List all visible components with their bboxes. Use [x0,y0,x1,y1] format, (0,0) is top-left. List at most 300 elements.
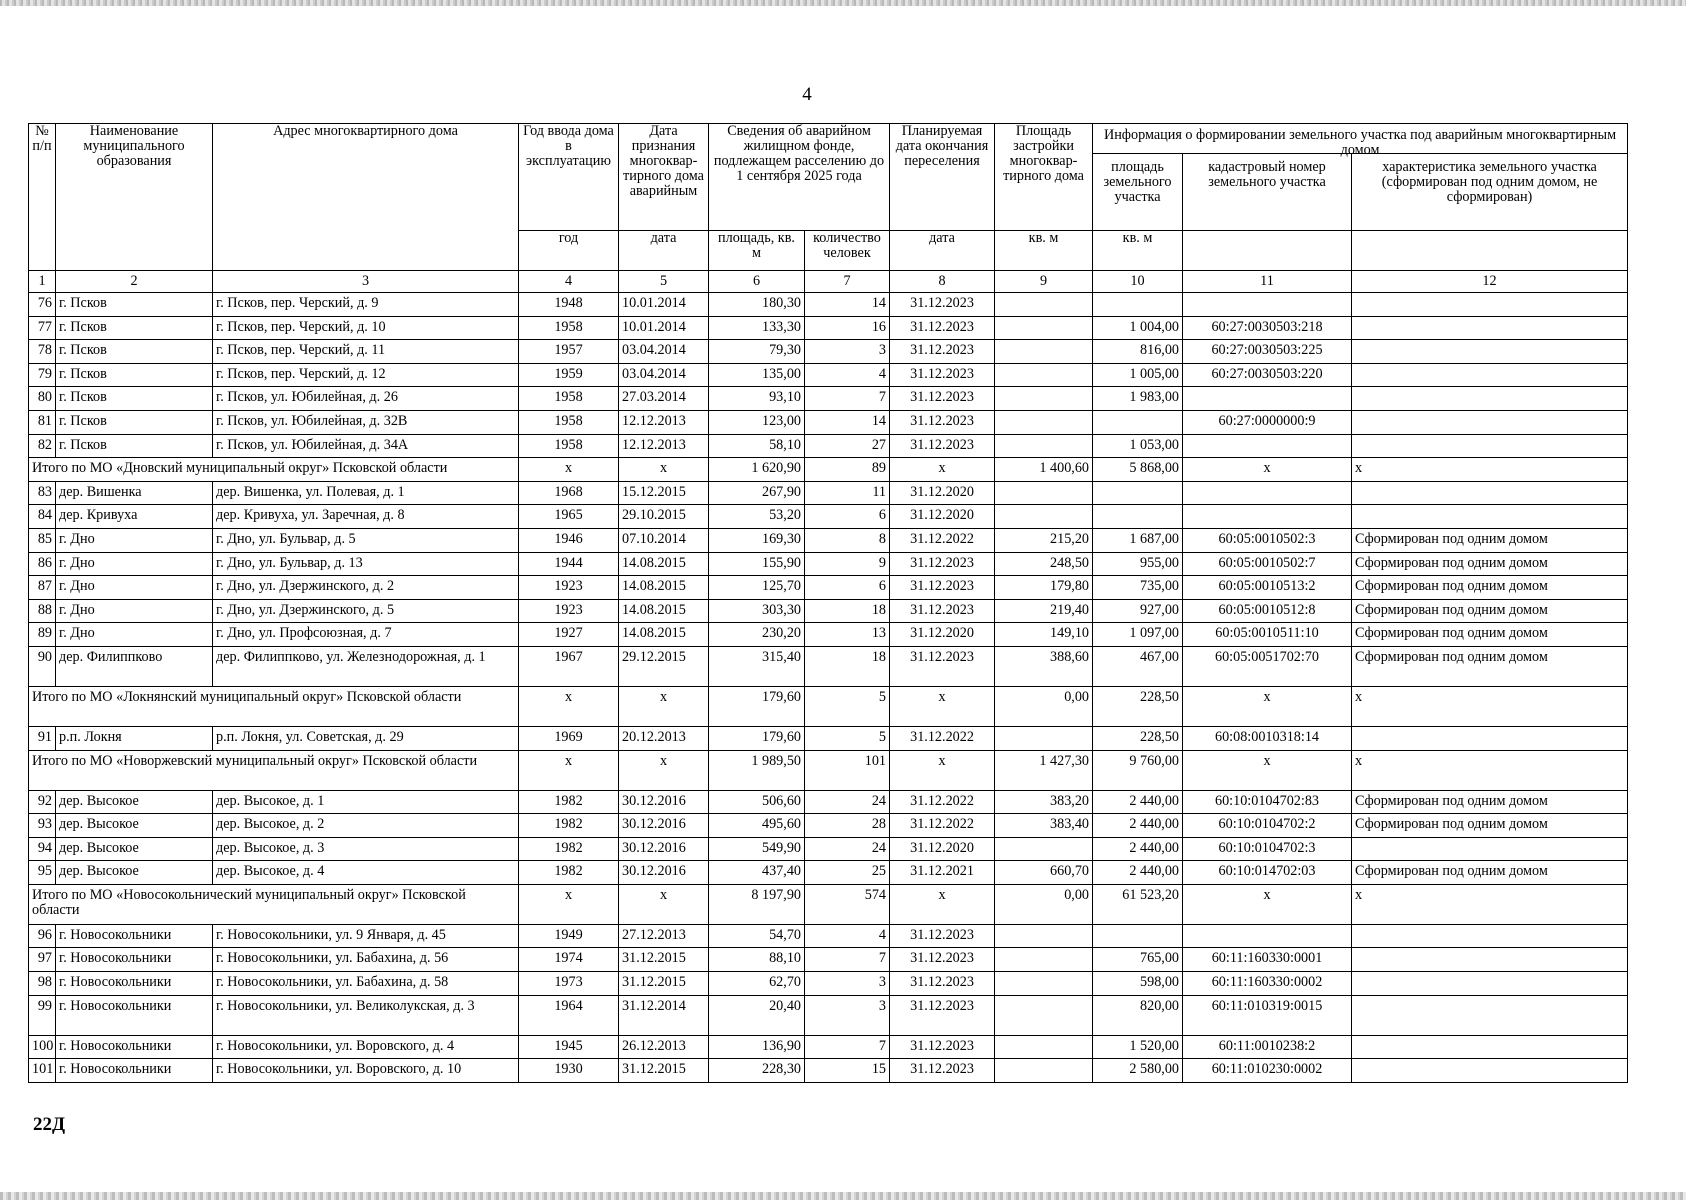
planned-date-cell: x [890,686,995,726]
people-cell: 15 [805,1059,890,1083]
table-row [29,861,1628,885]
land-char-cell: Сформирован под одним домом [1352,646,1628,686]
unit-sqm: кв. м [995,231,1093,271]
row-number: 76 [29,293,56,317]
land-char-cell: Сформирован под одним домом [1352,861,1628,885]
planned-date-cell: 31.12.2023 [890,552,995,576]
recognition-date-cell: 29.12.2015 [619,646,709,686]
table-row [29,363,1628,387]
year-cell: 1982 [519,861,619,885]
cadastral-cell: 60:27:0030503:220 [1183,363,1352,387]
planned-date-cell: 31.12.2022 [890,790,995,814]
footer-code: 22Д [33,1114,66,1135]
table-row [29,995,1628,1035]
planned-date-cell: 31.12.2023 [890,340,995,364]
row-number: 95 [29,861,56,885]
row-number: 93 [29,814,56,838]
people-cell: 5 [805,686,890,726]
table-row [29,1035,1628,1059]
planned-date-cell: 31.12.2023 [890,293,995,317]
col-number: 9 [995,271,1093,293]
table-row [29,410,1628,434]
cadastral-cell [1183,387,1352,411]
cadastral-cell: x [1183,750,1352,790]
build-area-cell [995,340,1093,364]
year-cell: 1923 [519,576,619,600]
planned-date-cell: 31.12.2023 [890,646,995,686]
subtotal-row [29,458,1628,482]
cadastral-cell: 60:10:0104702:2 [1183,814,1352,838]
land-char-cell: x [1352,884,1628,924]
people-cell: 14 [805,293,890,317]
people-cell: 5 [805,726,890,750]
land-area-cell: 61 523,20 [1093,884,1183,924]
area-cell: 123,00 [709,410,805,434]
land-area-cell: 467,00 [1093,646,1183,686]
land-area-cell: 2 440,00 [1093,814,1183,838]
cadastral-cell: 60:27:0030503:218 [1183,316,1352,340]
area-cell: 315,40 [709,646,805,686]
row-number: 86 [29,552,56,576]
year-cell: 1969 [519,726,619,750]
col-number: 6 [709,271,805,293]
land-char-cell: Сформирован под одним домом [1352,814,1628,838]
people-cell: 3 [805,995,890,1035]
area-cell: 93,10 [709,387,805,411]
planned-date-cell: 31.12.2023 [890,1059,995,1083]
municipality-cell: дер. Высокое [56,861,213,885]
land-char-cell: x [1352,750,1628,790]
cadastral-cell [1183,505,1352,529]
build-area-cell [995,924,1093,948]
recognition-date-cell: 26.12.2013 [619,1035,709,1059]
build-area-cell [995,837,1093,861]
header-build-area: Площадь застройки многоквар-тирного дома [995,124,1093,231]
land-area-cell: 1 687,00 [1093,528,1183,552]
table-row [29,505,1628,529]
people-cell: 25 [805,861,890,885]
address-cell: г. Псков, ул. Юбилейная, д. 26 [213,387,519,411]
area-cell: 125,70 [709,576,805,600]
area-cell: 20,40 [709,995,805,1035]
area-cell: 180,30 [709,293,805,317]
row-number: 83 [29,481,56,505]
emergency-housing-table [28,123,1628,1083]
municipality-cell: г. Дно [56,528,213,552]
planned-date-cell: 31.12.2023 [890,316,995,340]
table-row [29,481,1628,505]
build-area-cell [995,948,1093,972]
build-area-cell [995,410,1093,434]
row-number: 87 [29,576,56,600]
recognition-date-cell: 31.12.2014 [619,995,709,1035]
cadastral-cell: 60:11:010230:0002 [1183,1059,1352,1083]
build-area-cell: 1 400,60 [995,458,1093,482]
column-number-row [29,271,1628,293]
land-char-cell [1352,293,1628,317]
table-row [29,599,1628,623]
recognition-date-cell: 30.12.2016 [619,861,709,885]
municipality-cell: дер. Филиппково [56,646,213,686]
unit-sqm-2: кв. м [1093,231,1183,271]
municipality-cell: г. Дно [56,623,213,647]
cadastral-cell: x [1183,884,1352,924]
municipality-cell: г. Псков [56,316,213,340]
municipality-cell: г. Новосокольники [56,1059,213,1083]
planned-date-cell: 31.12.2023 [890,363,995,387]
planned-date-cell: 31.12.2023 [890,599,995,623]
planned-date-cell: 31.12.2020 [890,481,995,505]
year-cell: 1974 [519,948,619,972]
address-cell: г. Дно, ул. Бульвар, д. 13 [213,552,519,576]
recognition-date-cell: 14.08.2015 [619,576,709,600]
planned-date-cell: 31.12.2022 [890,726,995,750]
area-cell: 179,60 [709,686,805,726]
municipality-cell: г. Новосокольники [56,1035,213,1059]
cadastral-cell: 60:05:0010511:10 [1183,623,1352,647]
municipality-cell: дер. Высокое [56,814,213,838]
table-row [29,814,1628,838]
address-cell: г. Новосокольники, ул. 9 Января, д. 45 [213,924,519,948]
year-cell: 1965 [519,505,619,529]
land-area-cell: 2 440,00 [1093,837,1183,861]
municipality-cell: г. Новосокольники [56,995,213,1035]
people-cell: 14 [805,410,890,434]
address-cell: г. Дно, ул. Дзержинского, д. 5 [213,599,519,623]
cadastral-cell: 60:10:0104702:3 [1183,837,1352,861]
cadastral-cell [1183,481,1352,505]
address-cell: г. Псков, пер. Черский, д. 10 [213,316,519,340]
year-cell: 1948 [519,293,619,317]
land-char-cell: Сформирован под одним домом [1352,552,1628,576]
cadastral-cell: 60:11:160330:0001 [1183,948,1352,972]
address-cell: дер. Филиппково, ул. Железнодорожная, д. 1 [213,646,519,686]
cadastral-cell [1183,293,1352,317]
area-cell: 136,90 [709,1035,805,1059]
planned-date-cell: 31.12.2022 [890,528,995,552]
year-cell: 1982 [519,790,619,814]
table-header [29,124,1628,293]
land-area-cell [1093,505,1183,529]
area-cell: 135,00 [709,363,805,387]
land-char-cell: Сформирован под одним домом [1352,623,1628,647]
municipality-cell: г. Новосокольники [56,972,213,996]
row-number: 98 [29,972,56,996]
year-cell: 1923 [519,599,619,623]
people-cell: 11 [805,481,890,505]
recognition-date-cell: x [619,750,709,790]
row-number: 78 [29,340,56,364]
year-cell: x [519,458,619,482]
year-cell: 1958 [519,410,619,434]
row-number: 89 [29,623,56,647]
area-cell: 79,30 [709,340,805,364]
header-planned-end: Планируемая дата окончания переселения [890,124,995,231]
land-area-cell: 9 760,00 [1093,750,1183,790]
cadastral-cell: 60:11:0010238:2 [1183,1035,1352,1059]
table-row [29,837,1628,861]
year-cell: 1927 [519,623,619,647]
land-area-cell: 927,00 [1093,599,1183,623]
municipality-cell: дер. Вишенка [56,481,213,505]
col-number: 10 [1093,271,1183,293]
recognition-date-cell: 30.12.2016 [619,814,709,838]
build-area-cell: 1 427,30 [995,750,1093,790]
recognition-date-cell: 12.12.2013 [619,434,709,458]
unit-empty-char [1352,231,1628,271]
table-row [29,434,1628,458]
subtotal-label: Итого по МО «Дновский муниципальный округ» Псковской области [29,458,519,482]
cadastral-cell: 60:27:0030503:225 [1183,340,1352,364]
address-cell: дер. Вишенка, ул. Полевая, д. 1 [213,481,519,505]
unit-area: площадь, кв. м [709,231,805,271]
header-land-char: характеристика земельного участка (сформирован под одним домом, не сформирован) [1381,159,1598,205]
year-cell: 1958 [519,387,619,411]
land-char-cell [1352,316,1628,340]
build-area-cell [995,434,1093,458]
row-number: 97 [29,948,56,972]
row-number: 80 [29,387,56,411]
land-char-cell [1352,1059,1628,1083]
recognition-date-cell: 29.10.2015 [619,505,709,529]
planned-date-cell: 31.12.2023 [890,434,995,458]
people-cell: 9 [805,552,890,576]
build-area-cell [995,363,1093,387]
header-municipality: Наименование муниципального образования [56,124,213,271]
address-cell: г. Псков, пер. Черский, д. 11 [213,340,519,364]
land-char-cell [1352,363,1628,387]
planned-date-cell: 31.12.2021 [890,861,995,885]
year-cell: 1930 [519,1059,619,1083]
recognition-date-cell: 14.08.2015 [619,599,709,623]
planned-date-cell: 31.12.2023 [890,972,995,996]
land-char-cell [1352,948,1628,972]
recognition-date-cell: 31.12.2015 [619,1059,709,1083]
people-cell: 18 [805,599,890,623]
municipality-cell: г. Дно [56,576,213,600]
page-number: 4 [802,84,812,105]
header-land-subcols [1093,154,1627,230]
address-cell: дер. Высокое, д. 4 [213,861,519,885]
unit-empty-cad [1183,231,1352,271]
area-cell: 1 620,90 [709,458,805,482]
header-land-area: площадь земельного участка [1093,154,1183,230]
year-cell: x [519,686,619,726]
recognition-date-cell: 20.12.2013 [619,726,709,750]
cadastral-cell [1183,434,1352,458]
header-cadastral: кадастровый номер земельного участка [1183,154,1352,230]
build-area-cell: 219,40 [995,599,1093,623]
col-number: 7 [805,271,890,293]
col-number: 12 [1352,271,1628,293]
build-area-cell [995,316,1093,340]
recognition-date-cell: 30.12.2016 [619,790,709,814]
build-area-cell: 383,20 [995,790,1093,814]
recognition-date-cell: 12.12.2013 [619,410,709,434]
subtotal-row [29,750,1628,790]
unit-people: количество человек [805,231,890,271]
build-area-cell: 0,00 [995,884,1093,924]
col-number: 1 [29,271,56,293]
table-body [29,293,1628,1083]
year-cell: 1968 [519,481,619,505]
cadastral-cell: 60:10:0104702:83 [1183,790,1352,814]
recognition-date-cell: 03.04.2014 [619,363,709,387]
build-area-cell: 383,40 [995,814,1093,838]
municipality-cell: г. Псков [56,410,213,434]
area-cell: 549,90 [709,837,805,861]
recognition-date-cell: 10.01.2014 [619,293,709,317]
area-cell: 58,10 [709,434,805,458]
municipality-cell: р.п. Локня [56,726,213,750]
address-cell: г. Псков, ул. Юбилейная, д. 32В [213,410,519,434]
cadastral-cell: 60:08:0010318:14 [1183,726,1352,750]
build-area-cell: 179,80 [995,576,1093,600]
land-area-cell: 228,50 [1093,686,1183,726]
address-cell: дер. Высокое, д. 3 [213,837,519,861]
table-row [29,293,1628,317]
people-cell: 101 [805,750,890,790]
address-cell: г. Новосокольники, ул. Воровского, д. 4 [213,1035,519,1059]
area-cell: 179,60 [709,726,805,750]
table-row [29,948,1628,972]
cadastral-cell: 60:11:160330:0002 [1183,972,1352,996]
address-cell: г. Дно, ул. Бульвар, д. 5 [213,528,519,552]
people-cell: 574 [805,884,890,924]
area-cell: 228,30 [709,1059,805,1083]
col-number: 2 [56,271,213,293]
people-cell: 16 [805,316,890,340]
planned-date-cell: x [890,750,995,790]
land-char-cell: x [1352,458,1628,482]
row-number: 79 [29,363,56,387]
table-row [29,1059,1628,1083]
area-cell: 8 197,90 [709,884,805,924]
area-cell: 54,70 [709,924,805,948]
year-cell: x [519,750,619,790]
recognition-date-cell: x [619,884,709,924]
subtotal-label: Итого по МО «Новосокольнический муниципальный округ» Псковской области [29,884,519,924]
year-cell: x [519,884,619,924]
land-area-cell: 228,50 [1093,726,1183,750]
row-number: 81 [29,410,56,434]
build-area-cell: 388,60 [995,646,1093,686]
land-area-cell: 955,00 [1093,552,1183,576]
land-char-cell [1352,410,1628,434]
recognition-date-cell: x [619,458,709,482]
people-cell: 4 [805,924,890,948]
land-area-cell: 820,00 [1093,995,1183,1035]
build-area-cell: 248,50 [995,552,1093,576]
col-number: 5 [619,271,709,293]
land-area-cell: 2 440,00 [1093,861,1183,885]
year-cell: 1967 [519,646,619,686]
land-char-cell [1352,340,1628,364]
land-char-cell: Сформирован под одним домом [1352,528,1628,552]
table-row [29,924,1628,948]
row-number: 77 [29,316,56,340]
address-cell: дер. Высокое, д. 1 [213,790,519,814]
build-area-cell: 0,00 [995,686,1093,726]
header-emergency-info: Сведения об аварийном жилищном фонде, подлежащем расселению до 1 сентября 2025 года [709,124,890,231]
land-char-cell [1352,434,1628,458]
planned-date-cell: 31.12.2020 [890,837,995,861]
area-cell: 506,60 [709,790,805,814]
scan-edge-top [0,0,1686,6]
header-num: № п/п [29,124,56,271]
planned-date-cell: 31.12.2023 [890,995,995,1035]
land-area-cell [1093,924,1183,948]
address-cell: г. Новосокольники, ул. Великолукская, д. 3 [213,995,519,1035]
planned-date-cell: 31.12.2022 [890,814,995,838]
build-area-cell: 215,20 [995,528,1093,552]
people-cell: 13 [805,623,890,647]
people-cell: 3 [805,340,890,364]
land-area-cell [1093,410,1183,434]
row-number: 94 [29,837,56,861]
planned-date-cell: 31.12.2023 [890,387,995,411]
land-char-cell [1352,387,1628,411]
land-char-cell [1352,837,1628,861]
table-row [29,726,1628,750]
year-cell: 1973 [519,972,619,996]
row-number: 84 [29,505,56,529]
unit-date-2: дата [890,231,995,271]
people-cell: 27 [805,434,890,458]
address-cell: г. Новосокольники, ул. Воровского, д. 10 [213,1059,519,1083]
area-cell: 88,10 [709,948,805,972]
build-area-cell [995,995,1093,1035]
area-cell: 1 989,50 [709,750,805,790]
row-number: 99 [29,995,56,1035]
table-row [29,972,1628,996]
table-row [29,552,1628,576]
year-cell: 1945 [519,1035,619,1059]
subtotal-row [29,686,1628,726]
address-cell: г. Новосокольники, ул. Бабахина, д. 56 [213,948,519,972]
people-cell: 6 [805,576,890,600]
table-row [29,316,1628,340]
cadastral-cell: 60:05:0010513:2 [1183,576,1352,600]
build-area-cell [995,481,1093,505]
land-char-cell: Сформирован под одним домом [1352,599,1628,623]
municipality-cell: г. Псков [56,387,213,411]
col-number: 3 [213,271,519,293]
cadastral-cell: 60:27:0000000:9 [1183,410,1352,434]
municipality-cell: г. Псков [56,293,213,317]
table-row [29,623,1628,647]
area-cell: 62,70 [709,972,805,996]
land-char-cell: Сформирован под одним домом [1352,576,1628,600]
land-area-cell: 816,00 [1093,340,1183,364]
subtotal-label: Итого по МО «Новоржевский муниципальный округ» Псковской области [29,750,519,790]
header-land-info [1093,124,1628,231]
row-number: 90 [29,646,56,686]
recognition-date-cell: 14.08.2015 [619,552,709,576]
col-number: 8 [890,271,995,293]
municipality-cell: г. Новосокольники [56,948,213,972]
row-number: 96 [29,924,56,948]
land-char-cell [1352,481,1628,505]
build-area-cell: 660,70 [995,861,1093,885]
build-area-cell [995,726,1093,750]
recognition-date-cell: 15.12.2015 [619,481,709,505]
year-cell: 1959 [519,363,619,387]
people-cell: 24 [805,790,890,814]
build-area-cell [995,387,1093,411]
col-number: 4 [519,271,619,293]
land-area-cell: 1 983,00 [1093,387,1183,411]
